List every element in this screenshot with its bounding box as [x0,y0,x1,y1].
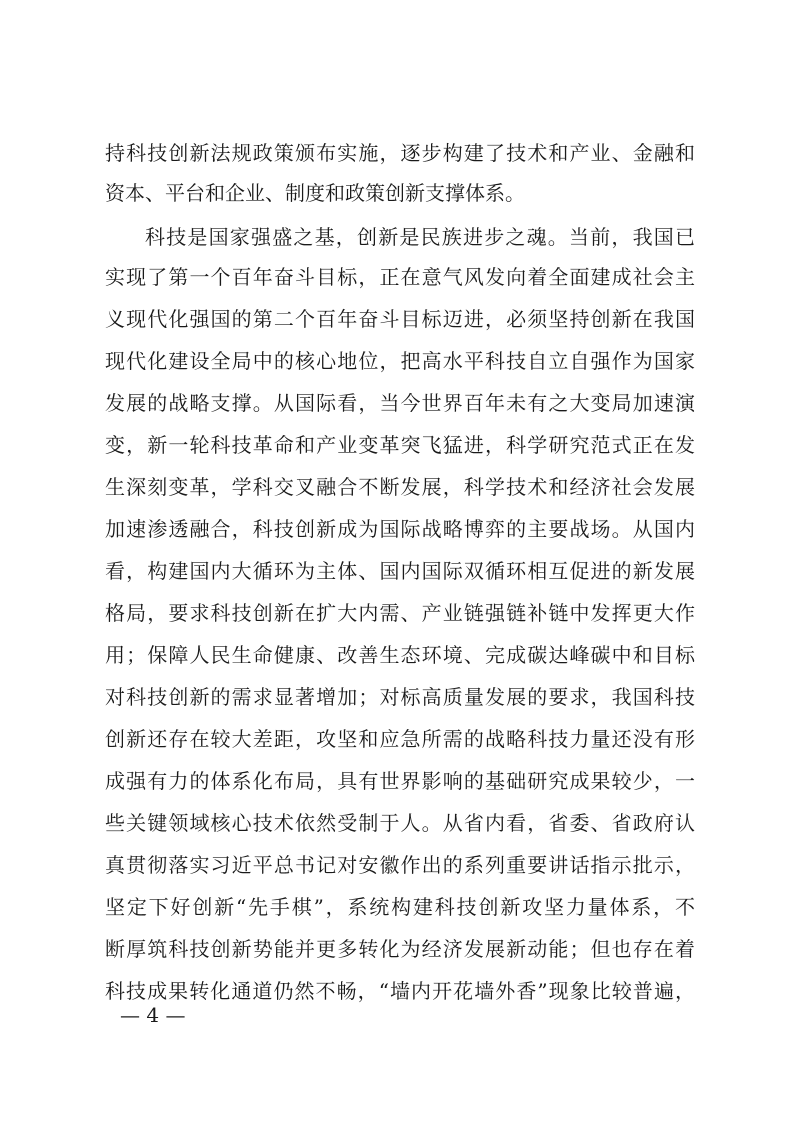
text-line-5: 义现代化强国的第二个百年奋斗目标迈进，必须坚持创新在我国 [105,307,695,331]
page-number: — 4 — [120,1003,186,1027]
text-line-8: 变，新一轮科技革命和产业变革突飞猛进，科学研究范式正在发 [105,433,695,457]
text-line-6: 现代化建设全局中的核心地位，把高水平科技自立自强作为国家 [105,349,695,373]
text-line-16: 成强有力的体系化布局，具有世界影响的基础研究成果较少，一 [105,769,695,793]
text-line-14: 对科技创新的需求显著增加；对标高质量发展的要求，我国科技 [105,685,695,709]
text-line-20: 断厚筑科技创新势能并更多转化为经济发展新动能；但也存在着 [105,937,695,961]
text-line-7: 发展的战略支撑。从国际看，当今世界百年未有之大变局加速演 [105,391,695,415]
text-line-1: 持科技创新法规政策颁布实施，逐步构建了技术和产业、金融和 [105,141,695,165]
text-line-15: 创新还存在较大差距，攻坚和应急所需的战略科技力量还没有形 [105,727,695,751]
text-line-3: 科技是国家强盛之基，创新是民族进步之魂。当前，我国已 [145,225,695,249]
text-line-9: 生深刻变革，学科交叉融合不断发展，科学技术和经济社会发展 [105,475,695,499]
text-line-21: 科技成果转化通道仍然不畅，“墙内开花墙外香”现象比较普遍， [105,979,695,1003]
text-line-10: 加速渗透融合，科技创新成为国际战略博弈的主要战场。从国内 [105,517,695,541]
text-line-18: 真贯彻落实习近平总书记对安徽作出的系列重要讲话指示批示， [105,853,695,877]
text-line-2: 资本、平台和企业、制度和政策创新支撑体系。 [105,181,525,205]
text-line-11: 看，构建国内大循环为主体、国内国际双循环相互促进的新发展 [105,559,695,583]
text-line-12: 格局，要求科技创新在扩大内需、产业链强链补链中发挥更大作 [105,601,695,625]
text-line-13: 用；保障人民生命健康、改善生态环境、完成碳达峰碳中和目标 [105,643,695,667]
text-line-19: 坚定下好创新“先手棋”，系统构建科技创新攻坚力量体系，不 [105,895,695,919]
text-line-4: 实现了第一个百年奋斗目标，正在意气风发向着全面建成社会主 [105,265,695,289]
text-line-17: 些关键领域核心技术依然受制于人。从省内看，省委、省政府认 [105,811,695,835]
